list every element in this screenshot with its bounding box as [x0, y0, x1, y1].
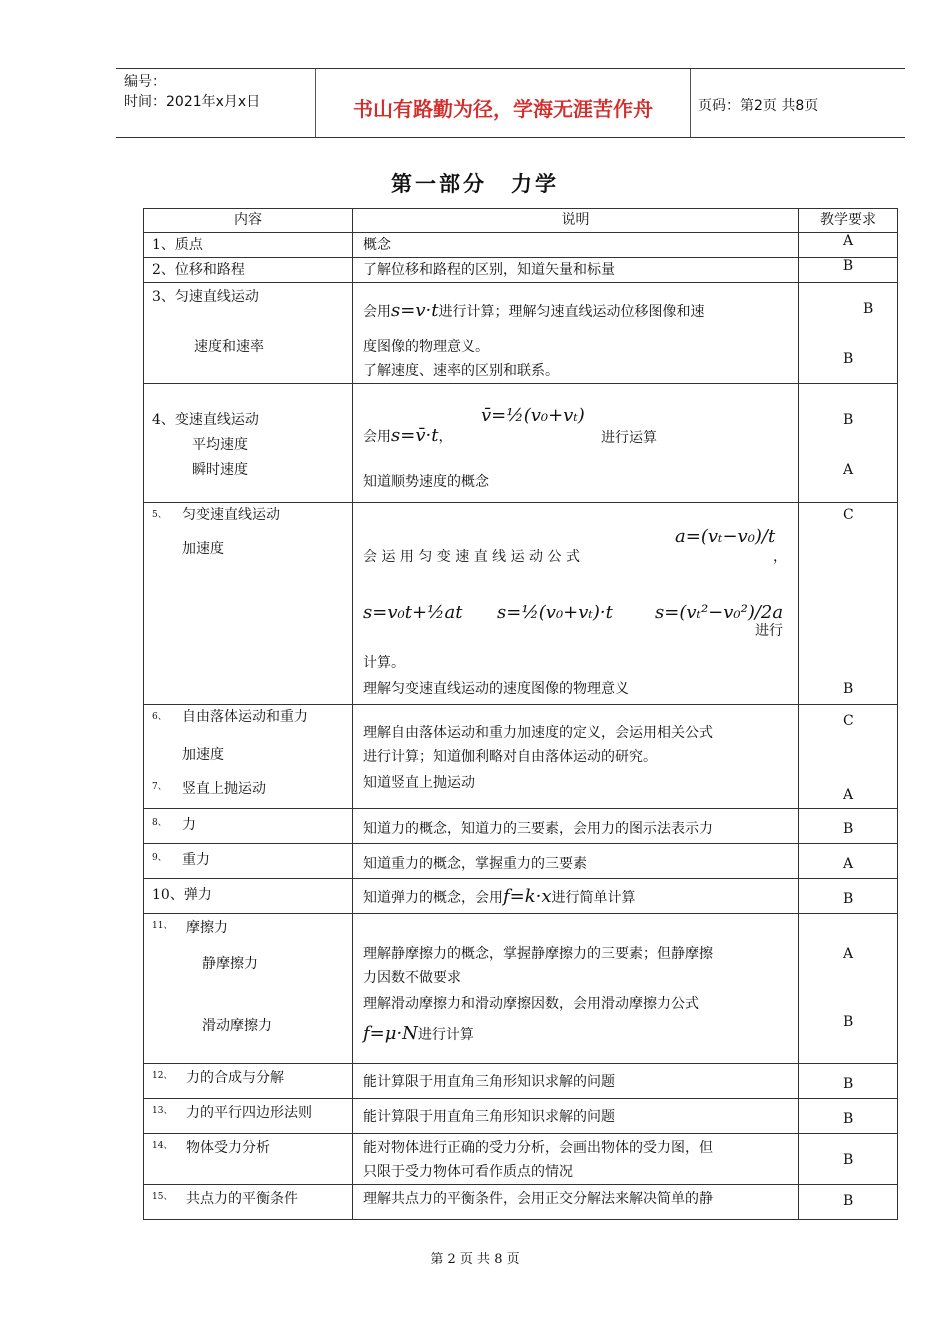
row-number: 12、 [152, 1071, 173, 1081]
header-page-cell [690, 69, 905, 137]
row-content: 3、匀速直线运动 [152, 289, 259, 305]
page-header [116, 68, 905, 138]
header-requirement: 教学要求 [799, 209, 898, 233]
table-row [144, 1099, 898, 1134]
row-level: C [843, 507, 854, 523]
formula: s=v₀t+½at [363, 602, 463, 623]
row-content: 共点力的平衡条件 [186, 1191, 298, 1207]
row-description: 能计算限于用直角三角形知识求解的问题 [363, 1109, 615, 1125]
section-title: 第一部分 力学 [391, 171, 559, 196]
row-level: A [843, 856, 854, 872]
row-content: 重力 [182, 852, 210, 868]
row-content: 物体受力分析 [186, 1140, 270, 1156]
table-row: 6、 自由落体运动和重力 加速度 7、 竖直上抛运动 理解自由落体运动和重力加速度的定义，会运用相关公式 进行计算；知道伽利略对自由落体运动的研究。 知道竖直上抛运动 C A [144, 705, 898, 809]
header-meta [116, 69, 315, 137]
header-description: 说明 [353, 209, 799, 233]
row-description: 概念 [363, 237, 391, 253]
row-content: 匀变速直线运动 [182, 507, 280, 523]
table-row: 3、匀速直线运动 速度和速率 会用s=v·t进行计算；理解匀速直线运动位移图像和速 度图像的物理意义。 了解速度、速率的区别和联系。 B B [144, 283, 898, 384]
row-content: 力 [182, 817, 196, 833]
row-level: B [843, 351, 854, 367]
row-number: 11、 [152, 921, 173, 931]
row-level: B [842, 258, 854, 274]
formula: s=v̄·t [391, 425, 439, 446]
table-row [144, 844, 898, 879]
row-level: B [863, 301, 874, 317]
row-subcontent: 滑动摩擦力 [202, 1018, 272, 1034]
row-number: 13、 [152, 1106, 173, 1116]
row-content: 竖直上抛运动 [182, 781, 266, 797]
page-label: 页码：第2页 共8页 [698, 98, 819, 114]
row-description: 能计算限于用直角三角形知识求解的问题 [363, 1074, 615, 1090]
table-row [144, 258, 898, 283]
table-row: 14、 物体受力分析 能对物体进行正确的受力分析，会画出物体的受力图，但 只限于受力物体可看作质点的情况 B [144, 1134, 898, 1185]
row-level: B [843, 1014, 854, 1030]
row-subcontent: 加速度 [182, 541, 224, 557]
row-level: A [843, 787, 854, 803]
row-content: 力的合成与分解 [186, 1070, 284, 1086]
number-label: 编号： [124, 74, 166, 90]
table-row: 10、弹力 知道弹力的概念，会用f=k·x进行简单计算 B [144, 879, 898, 914]
formula: f=k·x [503, 886, 552, 907]
row-number: 8、 [152, 818, 167, 828]
page-footer: 第 2 页 共 8 页 [430, 1252, 520, 1267]
formula: s=(vₜ²−v₀²)/2a [655, 602, 784, 623]
time-label: 时间：2021年x月x日 [124, 94, 261, 110]
row-level: B [843, 821, 854, 837]
row-level: B [843, 1076, 854, 1092]
row-level: B [843, 681, 854, 697]
table-row [144, 1064, 898, 1099]
table-row [144, 809, 898, 844]
header-motto-cell [315, 69, 691, 137]
row-number: 7、 [152, 782, 167, 792]
row-level: B [843, 1193, 854, 1209]
row-number: 6、 [152, 712, 167, 722]
row-number: 14、 [152, 1141, 173, 1151]
formula: a=(vₜ−v₀)/t [675, 526, 776, 547]
formula: v̄=½(v₀+vₜ) [481, 405, 585, 426]
row-description: 知道重力的概念，掌握重力的三要素 [363, 856, 587, 872]
row-subcontent: 静摩擦力 [202, 956, 258, 972]
row-content: 10、弹力 [152, 887, 212, 903]
table-row: 4、变速直线运动 平均速度 瞬时速度 会用s=v̄·t， v̄=½(v₀+vₜ) 进行运算 知道顺势速度的概念 B A [144, 384, 898, 503]
row-level: A [843, 946, 854, 962]
table-row [144, 1185, 898, 1220]
table-row: 11、 摩擦力 静摩擦力 滑动摩擦力 理解静摩擦力的概念，掌握静摩擦力的三要素；但静摩擦 力因数不做要求 理解滑动摩擦力和滑动摩擦因数，会用滑动摩擦力公式 f=μ·N进行计算 A B [144, 914, 898, 1064]
row-level: A [843, 462, 854, 478]
row-level: C [843, 713, 854, 729]
row-content: 自由落体运动和重力 [182, 709, 308, 725]
row-subcontent: 平均速度 [192, 437, 248, 453]
formula: s=v·t [391, 300, 439, 321]
row-number: 15、 [152, 1192, 173, 1202]
row-content: 摩擦力 [186, 920, 228, 936]
row-content: 1、质点 [152, 237, 203, 253]
row-level: B [843, 412, 854, 428]
header-content: 内容 [144, 209, 353, 233]
row-content: 2、位移和路程 [152, 262, 245, 278]
table-row: 5、 匀变速直线运动 加速度 会 运 用 匀 变 速 直 线 运 动 公 式 a=(vₜ−v₀)/t ， s=v₀t+½at s=½(v₀+vₜ)·t s=(vₜ²−v₀²)/2a 进行 计算。 理解匀变速直线运动的速度图像的物理意义 C B [144, 503, 898, 705]
row-subcontent: 加速度 [182, 747, 224, 763]
row-level: B [843, 891, 854, 907]
row-level: B [843, 1152, 854, 1168]
row-description: 了解位移和路程的区别，知道矢量和标量 [363, 262, 615, 278]
table-header-row [144, 209, 898, 233]
row-description: 知道力的概念，知道力的三要素，会用力的图示法表示力 [363, 821, 713, 837]
row-level: A [842, 233, 854, 249]
row-content: 力的平行四边形法则 [186, 1105, 312, 1121]
row-description: 理解共点力的平衡条件，会用正交分解法来解决简单的静 [363, 1191, 713, 1207]
row-number: 9、 [152, 853, 167, 863]
row-content: 4、变速直线运动 [152, 412, 259, 428]
syllabus-table [143, 208, 898, 1220]
row-subcontent: 速度和速率 [194, 339, 264, 355]
formula: f=μ·N [363, 1023, 418, 1044]
table-row [144, 233, 898, 258]
header-motto: 书山有路勤为径，学海无涯苦作舟 [353, 97, 653, 121]
formula: s=½(v₀+vₜ)·t [497, 602, 613, 623]
row-subcontent: 瞬时速度 [192, 462, 248, 478]
row-number: 5、 [152, 510, 167, 520]
row-level: B [843, 1111, 854, 1127]
